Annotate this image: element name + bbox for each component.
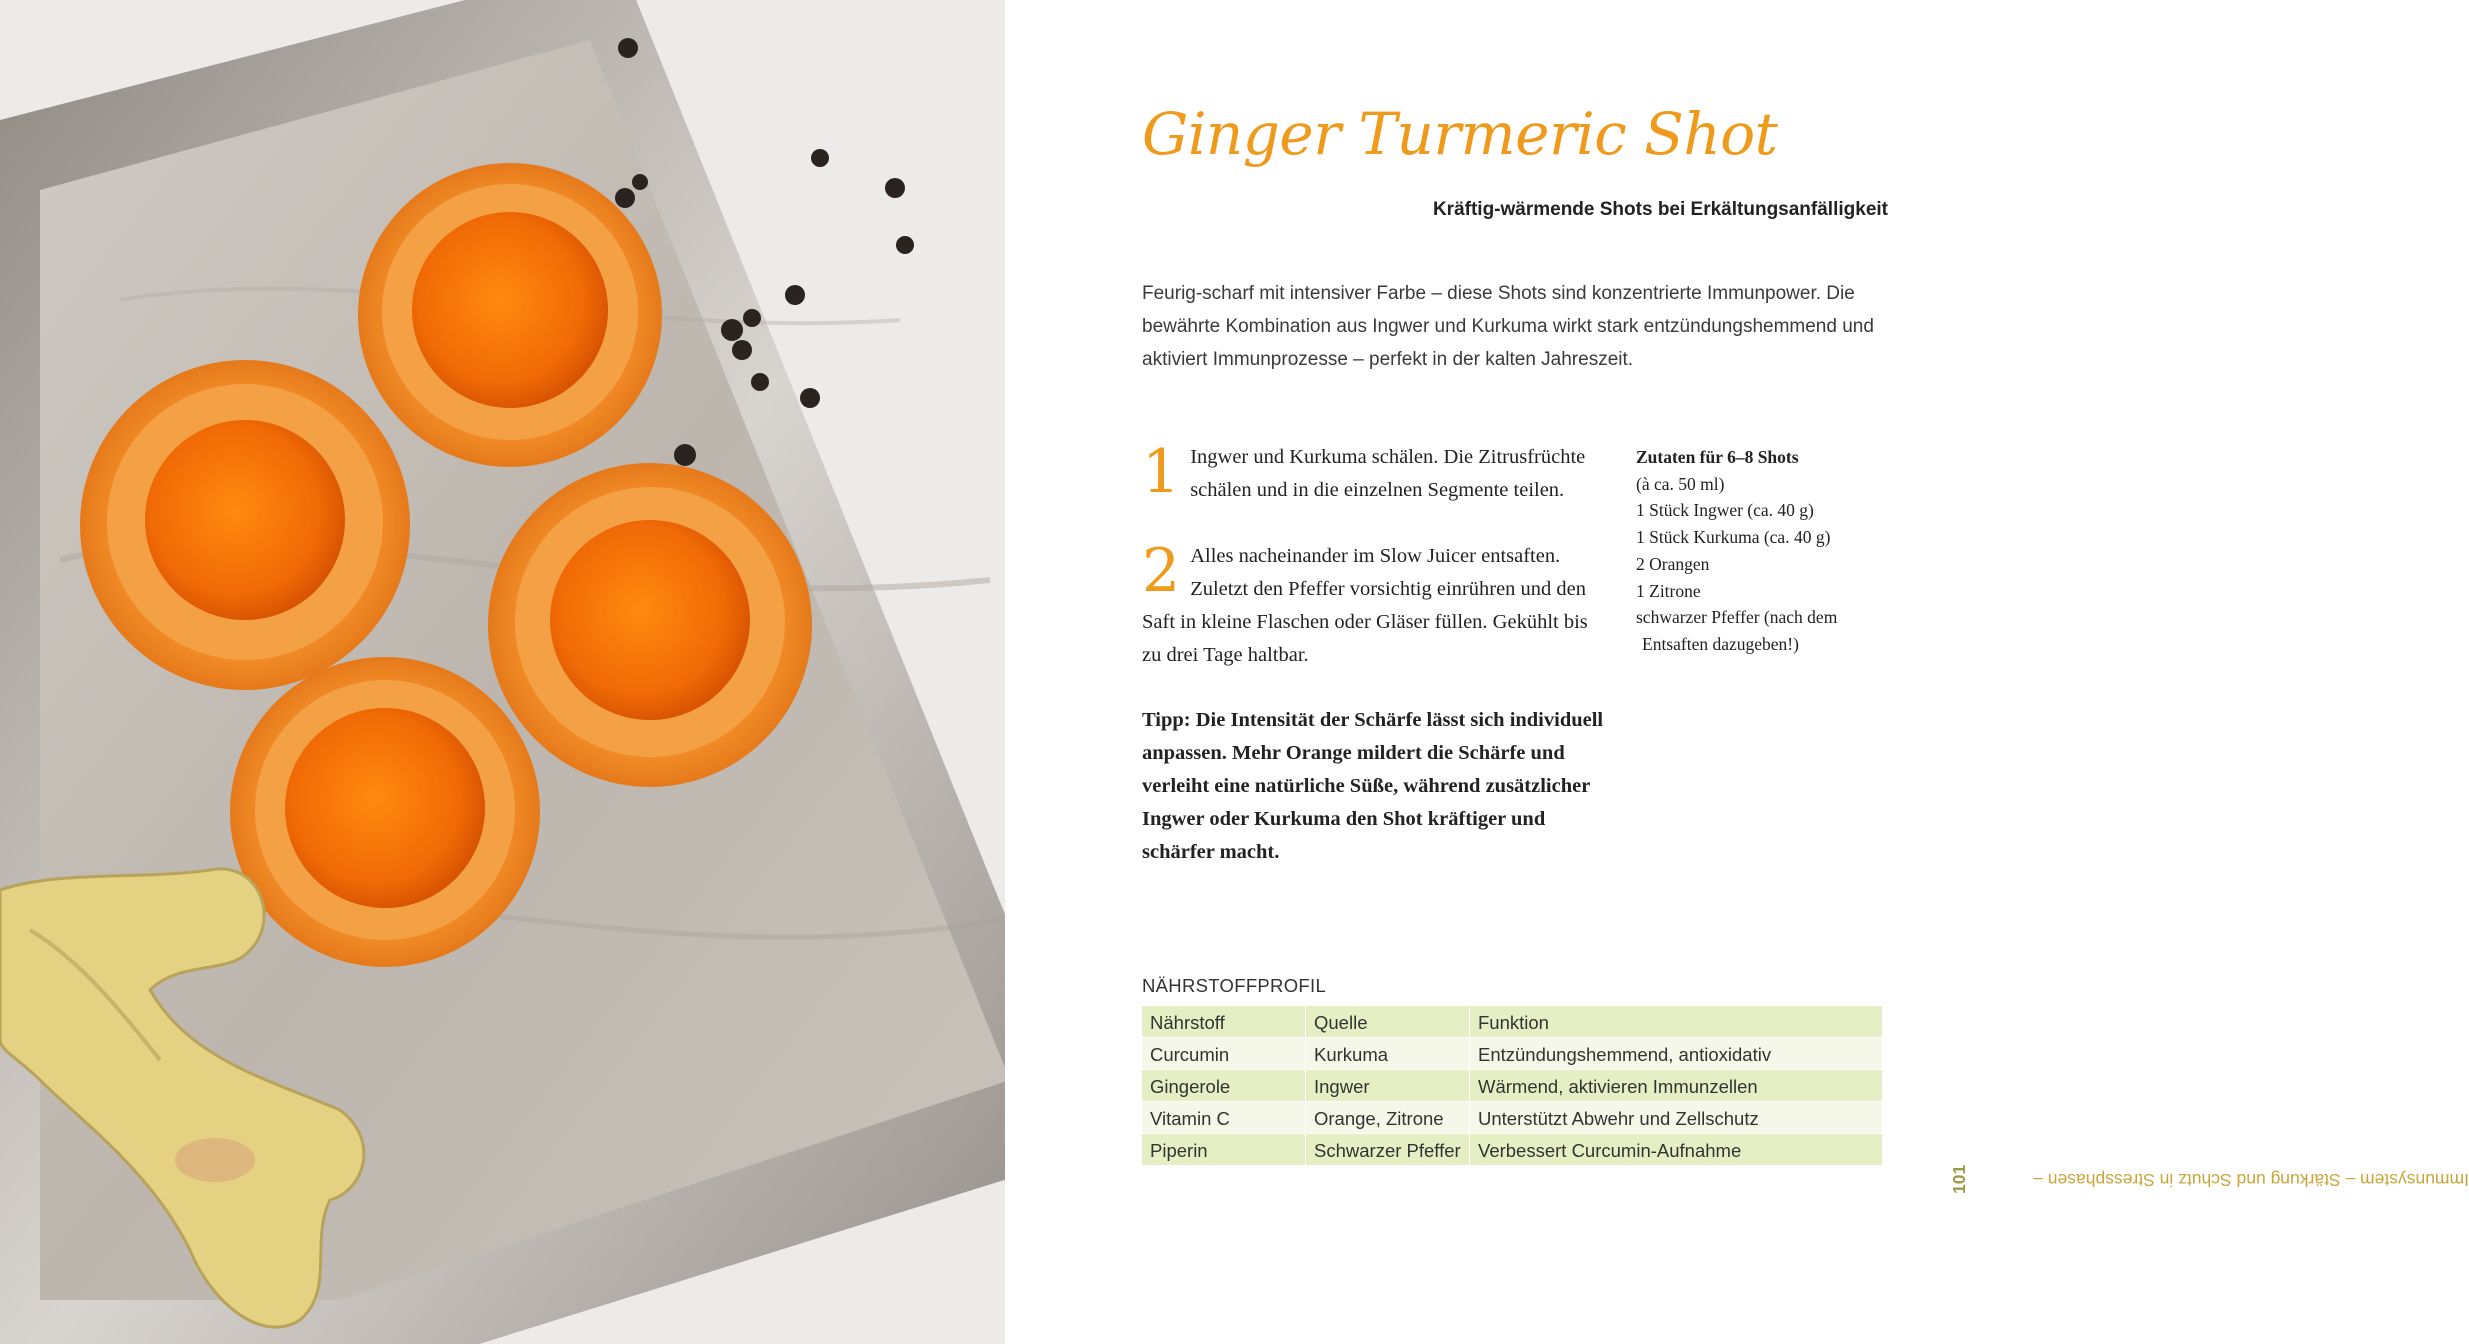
table-cell: Ingwer	[1306, 1070, 1470, 1102]
table-cell: Schwarzer Pfeffer	[1306, 1134, 1470, 1166]
ingredient-item: schwarzer Pfeffer (nach dem	[1636, 607, 1838, 628]
page-number: 101	[1949, 1164, 1969, 1194]
ingredient-item: (à ca. 50 ml)	[1636, 473, 1725, 494]
ingredients-heading: Zutaten für 6–8 Shots	[1636, 447, 1799, 467]
table-row	[1142, 1102, 1882, 1134]
ingredients-list	[1636, 444, 1876, 658]
step-1	[1142, 437, 1612, 507]
recipe-photo	[0, 0, 1005, 1344]
recipe-title: Ginger Turmeric Shot	[1142, 100, 1778, 168]
ingredient-item: 2 Orangen	[1636, 553, 1710, 574]
table-header-cell: Nährstoff	[1142, 1006, 1306, 1038]
table-header-cell: Quelle	[1306, 1006, 1470, 1038]
recipe-page	[1005, 0, 2469, 1344]
step-text: Ingwer und Kurkuma schälen. Die Zitrusfrüchte schälen und in die einzelnen Segmente teilen.	[1190, 446, 1586, 501]
tip-text: Tipp: Die Intensität der Schärfe lässt sich individuell anpassen. Mehr Orange mildert die Schärfe und verleiht eine natürliche Süße, während zusätzlicher Ingwer oder Kurkuma den Shot kräftiger und schärfer macht.	[1142, 709, 1604, 863]
table-cell: Wärmend, aktivieren Immunzellen	[1470, 1070, 1883, 1102]
nutrition-heading: NÄHRSTOFFPROFIL	[1142, 975, 1327, 996]
nutrition-table	[1142, 1006, 1882, 1166]
table-cell: Vitamin C	[1142, 1102, 1306, 1134]
step-text: Alles nacheinander im Slow Juicer entsaften. Zuletzt den Pfeffer vorsichtig einrühren und den Saft in kleine Flaschen oder Gläser füllen. Gekühlt bis zu drei Tage haltbar.	[1142, 545, 1588, 666]
ingredient-item: Entsaften dazugeben!)	[1642, 633, 1799, 654]
step-number: 1	[1142, 437, 1181, 507]
recipe-intro: Feurig-scharf mit intensiver Farbe – diese Shots sind konzentrierte Immunpower. Die bewährte Kombination aus Ingwer und Kurkuma wirkt stark entzündungshemmend und aktiviert Immunprozesse – perfekt in der kalten Jahreszeit.	[1142, 283, 1874, 370]
ingredient-item: 1 Stück Kurkuma (ca. 40 g)	[1636, 527, 1831, 548]
table-row	[1142, 1134, 1882, 1166]
table-cell: Kurkuma	[1306, 1038, 1470, 1070]
table-cell: Verbessert Curcumin-Aufnahme	[1470, 1134, 1883, 1166]
chapter-sidebar	[1945, 674, 2469, 1194]
chapter-running-head	[1949, 674, 2469, 1194]
table-header-row	[1142, 1006, 1882, 1038]
table-cell: Unterstützt Abwehr und Zellschutz	[1470, 1102, 1883, 1134]
photo-illustration	[0, 0, 1005, 1344]
recipe-subtitle: Kräftig-wärmende Shots bei Erkältungsanfälligkeit	[1432, 199, 1888, 220]
table-cell: Orange, Zitrone	[1306, 1102, 1470, 1134]
jar	[358, 163, 662, 467]
table-header-cell: Funktion	[1470, 1006, 1883, 1038]
chapter-title: Immunsystem – Stärkung und Schutz in Stressphasen –	[2033, 1170, 2469, 1190]
ingredient-item: 1 Stück Ingwer (ca. 40 g)	[1636, 500, 1814, 521]
step-number: 2	[1142, 536, 1181, 606]
table-cell: Piperin	[1142, 1134, 1306, 1166]
table-cell: Gingerole	[1142, 1070, 1306, 1102]
table-cell: Curcumin	[1142, 1038, 1306, 1070]
table-row	[1142, 1038, 1882, 1070]
step-2	[1142, 536, 1612, 672]
ingredient-item: 1 Zitrone	[1636, 580, 1701, 601]
table-cell: Entzündungshemmend, antioxidativ	[1470, 1038, 1883, 1070]
table-row	[1142, 1070, 1882, 1102]
